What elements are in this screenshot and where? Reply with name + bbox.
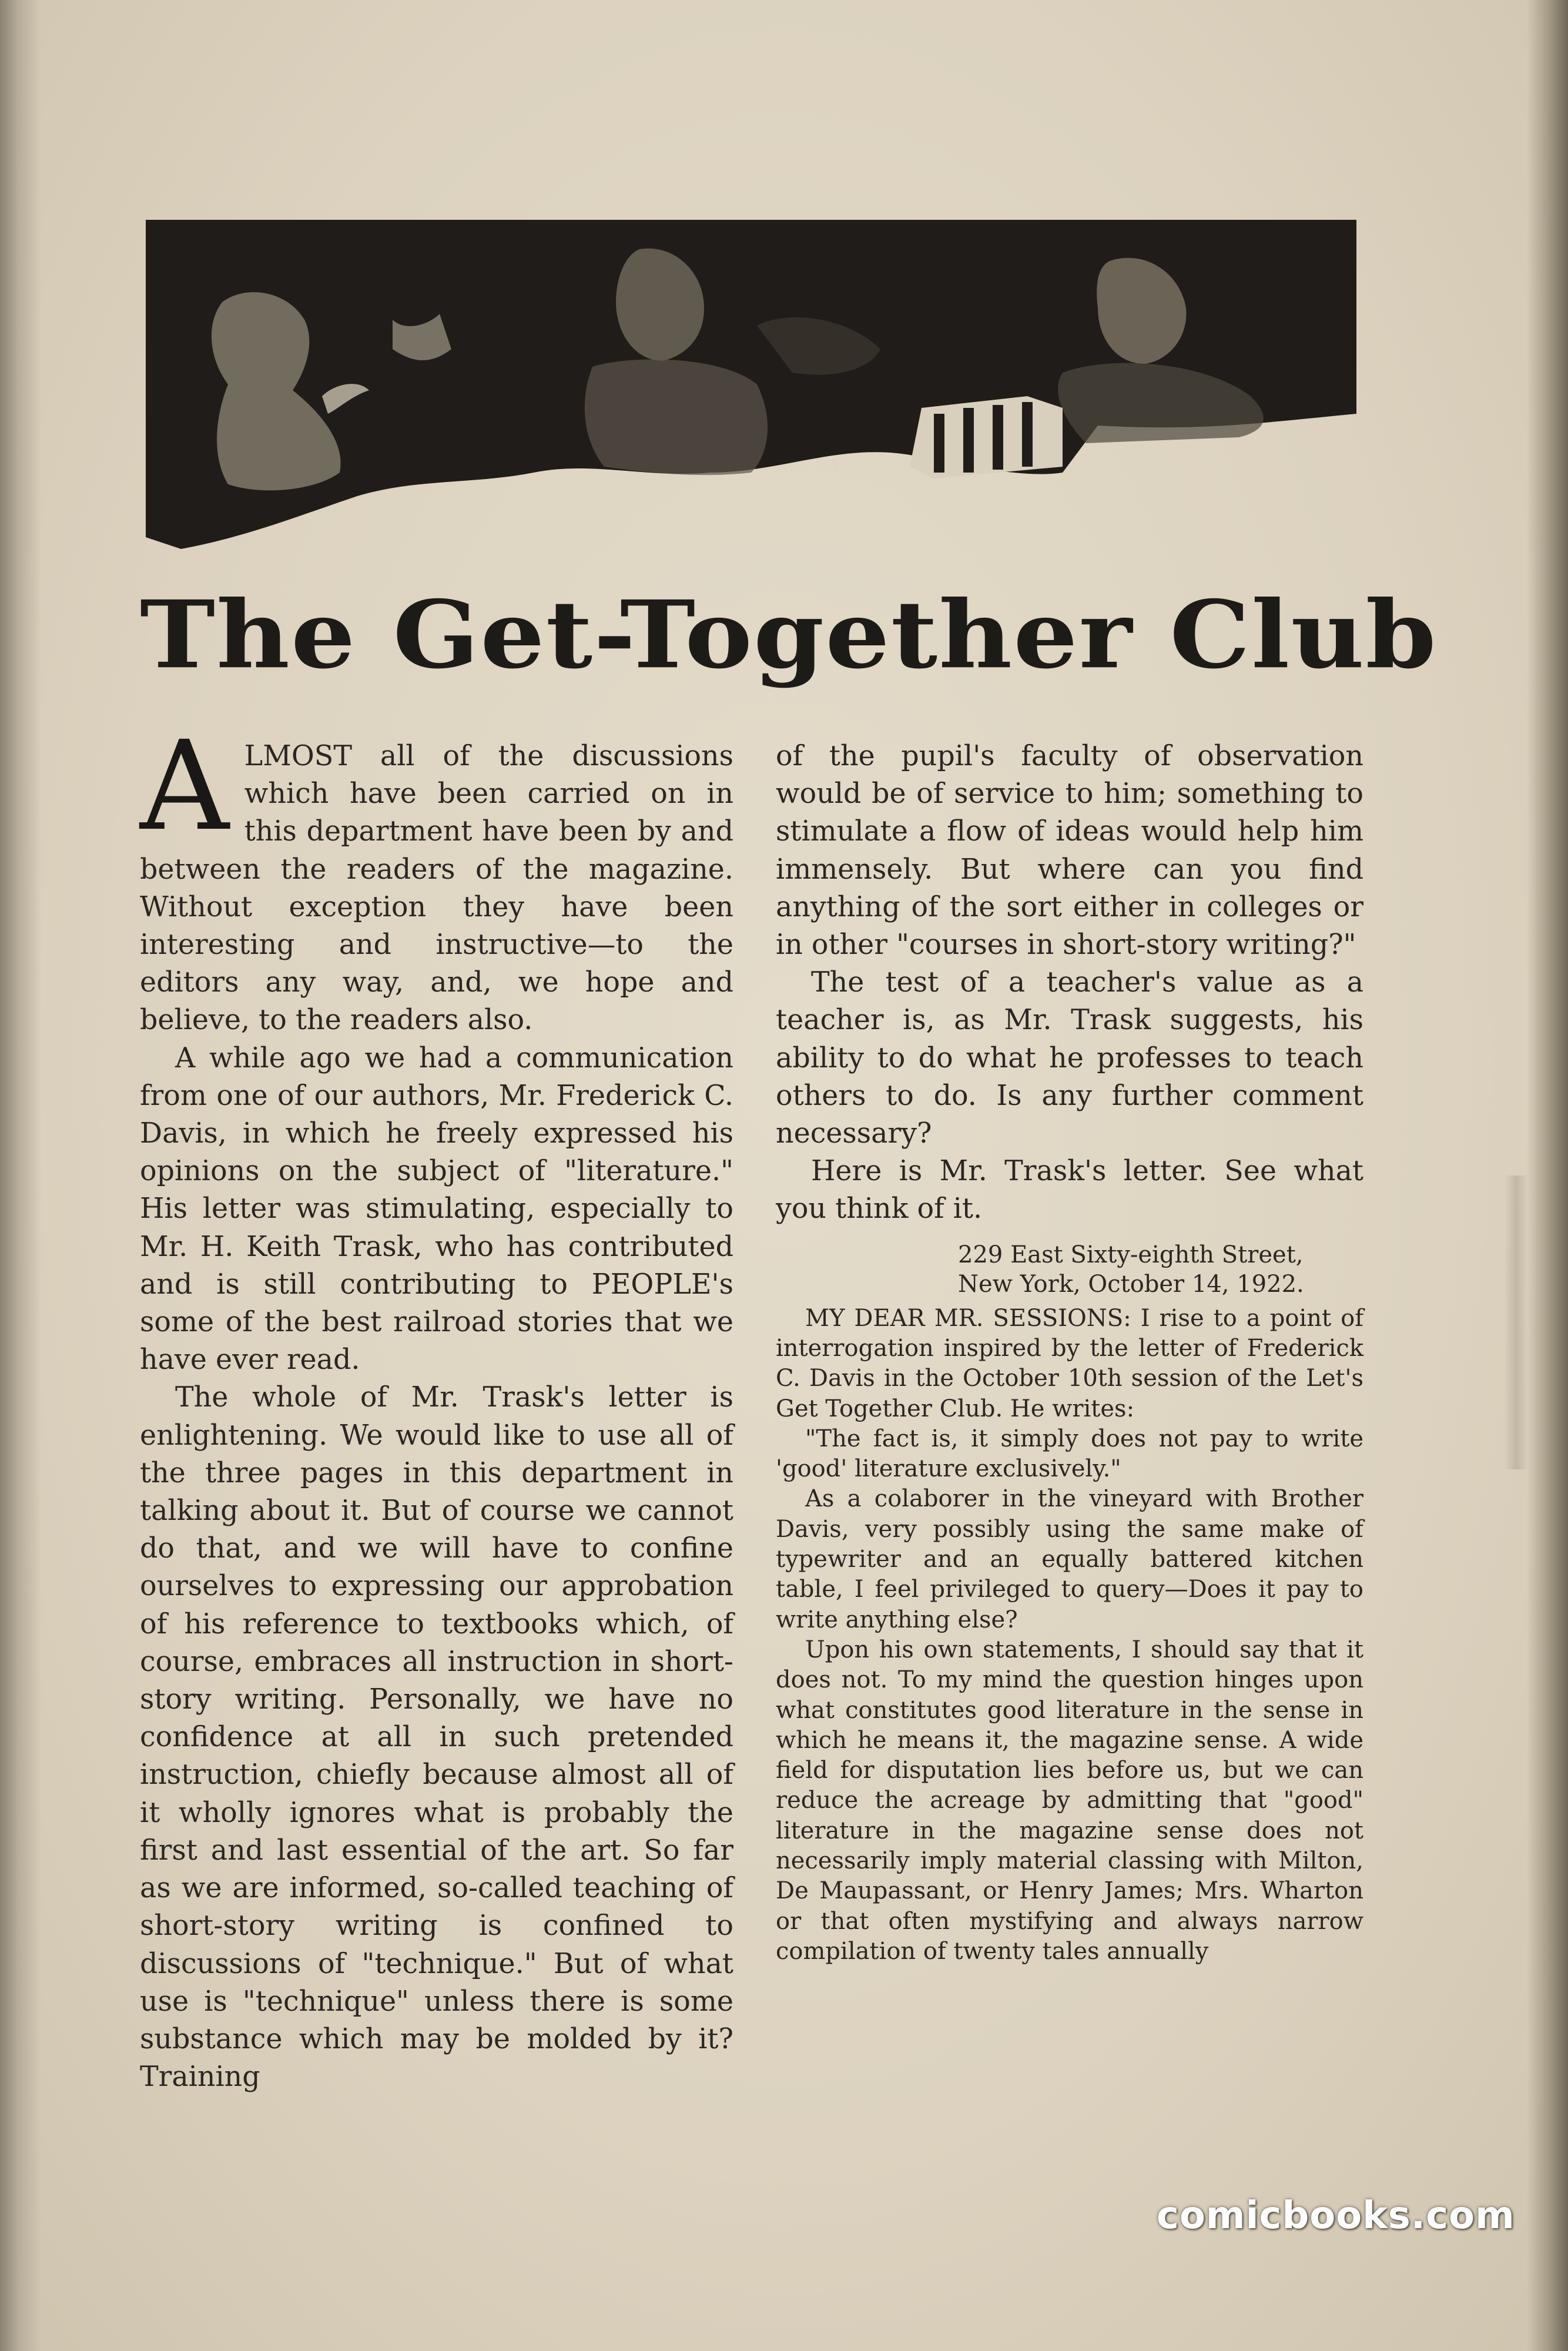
- salutation: MY DEAR MR. SESSIONS:: [805, 1304, 1131, 1332]
- letter-body: [776, 1304, 1363, 1967]
- left-column: [140, 714, 733, 2096]
- opening-paragraph: [140, 714, 733, 1040]
- letter-address: [776, 1240, 1363, 1299]
- paragraph: The whole of Mr. Trask's letter is enlightening. We would like to use all of the three pages in this department in talking about it. But of course we cannot do that, and we will have to confine ourselves to expressing our approbation of his reference to textbooks which, of course, embraces all instruction in short-story writing. Personally, we have no confidence at all in such pretended instruction, chiefly because almost all of it wholly ignores what is probably the first and last essential of the art. So far as we are informed, so-called teaching of short-story writing is confined to discussions of "technique." But of what use is "technique" unless there is some substance which may be molded by it? Training: [140, 1381, 733, 2094]
- drop-cap: A: [140, 714, 229, 858]
- page-fold-shadow: [1505, 1176, 1528, 1469]
- address-line: 229 East Sixty-eighth Street,: [958, 1241, 1304, 1268]
- paragraph: Here is Mr. Trask's letter. See what you think of it.: [776, 1155, 1363, 1225]
- address-date: New York, October 14, 1922.: [958, 1270, 1304, 1298]
- letter-paragraph: [776, 1304, 1363, 1424]
- right-column: [776, 738, 1363, 1967]
- letter-text: I rise to a point of interrogation inspired by the letter of Frederick C. Davis in the October 10th session of the Let's Get Together Club. He writes:: [776, 1304, 1363, 1422]
- letter-paragraph: Upon his own statements, I should say that it does not. To my mind the question hinges upon what constitutes good literature in the sense in which he means it, the magazine sense. A wide field for disputation lies before us, but we can reduce the acreage by admitting that "good" literature in the magazine sense does not necessarily imply material classing with Milton, De Maupassant, or Henry James; Mrs. Wharton or that often mystifying and always narrow compilation of twenty tales annually: [776, 1636, 1363, 1965]
- header-illustration: [146, 220, 1356, 549]
- paragraph: of the pupil's faculty of observation would be of service to him; something to stimulate a flow of ideas would help him immensely. But where can you find anything of the sort either in colleges or in other "courses in short-story writing?": [776, 740, 1363, 962]
- page-left-edge: [0, 0, 41, 2351]
- paragraph: The test of a teacher's value as a teacher is, as Mr. Trask suggests, his ability to do what he professes to teach others to do. Is any further comment necessary?: [776, 966, 1363, 1150]
- page-right-edge: [1527, 0, 1568, 2351]
- article-title: The Get-Together Club: [140, 580, 1438, 689]
- paragraph-text: LMOST all of the discussions which have been carried on in this department have been by and between the readers of the magazine. Without exception they have been interesting and instructive—to the editors any way, and, we hope and believe, to the readers also.: [140, 740, 733, 1037]
- paragraph: A while ago we had a communication from one of our authors, Mr. Frederick C. Davis, in which he freely expressed his opinions on the subject of "literature." His letter was stimulating, especially to Mr. H. Keith Trask, who has contributed and is still contributing to PEOPLE's some of the best railroad stories that we have ever read.: [140, 1041, 733, 1377]
- letter-paragraph: As a colaborer in the vineyard with Brother Davis, very possibly using the same make of typewriter and an equally battered kitchen table, I feel privileged to query—Does it pay to write anything else?: [776, 1485, 1363, 1633]
- letter-paragraph: "The fact is, it simply does not pay to write 'good' literature exclusively.": [776, 1425, 1363, 1483]
- site-watermark: comicbooks.com: [1157, 2194, 1515, 2238]
